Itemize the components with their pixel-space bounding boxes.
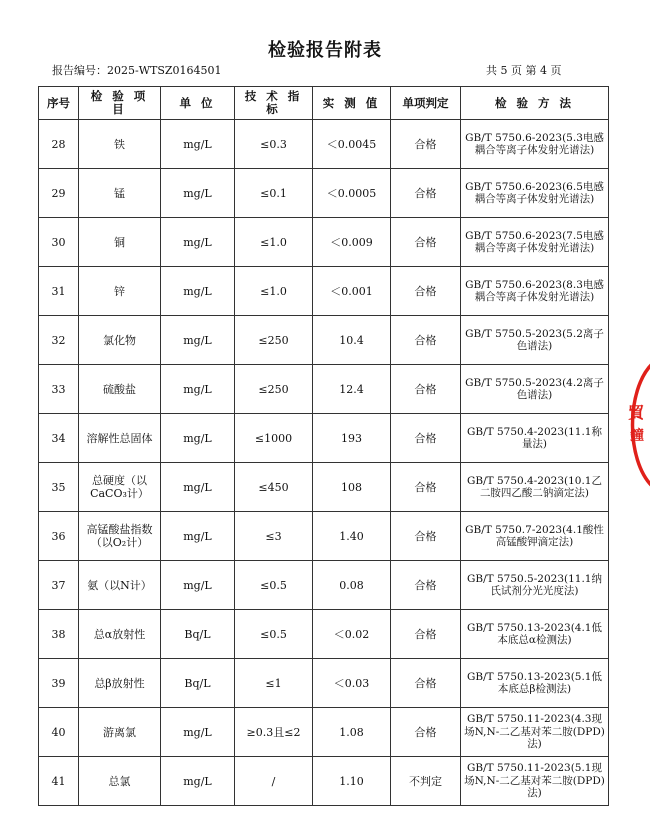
- cell-unit: Bq/L: [161, 610, 235, 659]
- cell-item: 铜: [79, 218, 161, 267]
- cell-unit: mg/L: [161, 267, 235, 316]
- cell-limit: ≤250: [235, 316, 313, 365]
- cell-item: 铁: [79, 120, 161, 169]
- cell-no: 34: [39, 414, 79, 463]
- cell-method: GB/T 5750.11-2023(5.1现场N,N-二乙基对苯二胺(DPD)法): [461, 757, 609, 806]
- cell-method: GB/T 5750.4-2023(10.1乙二胺四乙酸二钠滴定法): [461, 463, 609, 512]
- cell-verdict: 合格: [391, 561, 461, 610]
- header-limit: 技 术 指 标: [235, 87, 313, 120]
- table-row: [39, 757, 609, 806]
- cell-no: 31: [39, 267, 79, 316]
- cell-limit: ≤0.5: [235, 610, 313, 659]
- cell-verdict: 合格: [391, 169, 461, 218]
- table-row: [39, 218, 609, 267]
- cell-limit: ≥0.3且≤2: [235, 708, 313, 757]
- cell-verdict: 合格: [391, 316, 461, 365]
- cell-unit: mg/L: [161, 169, 235, 218]
- table-row: [39, 659, 609, 708]
- cell-item: 溶解性总固体: [79, 414, 161, 463]
- cell-limit: ≤0.5: [235, 561, 313, 610]
- cell-method: GB/T 5750.4-2023(11.1称量法): [461, 414, 609, 463]
- cell-no: 28: [39, 120, 79, 169]
- cell-verdict: 合格: [391, 512, 461, 561]
- table-body: [39, 120, 609, 806]
- report-number: 报告编号：2025-WTSZ0164501: [52, 64, 222, 77]
- cell-value: 10.4: [313, 316, 391, 365]
- cell-no: 32: [39, 316, 79, 365]
- page-info: 共 5 页 第 4 页: [486, 64, 562, 77]
- cell-unit: mg/L: [161, 561, 235, 610]
- page-title: 检验报告附表: [268, 40, 382, 61]
- cell-value: 1.40: [313, 512, 391, 561]
- table-row: [39, 610, 609, 659]
- cell-value: 193: [313, 414, 391, 463]
- cell-value: ＜0.0045: [313, 120, 391, 169]
- cell-unit: mg/L: [161, 316, 235, 365]
- cell-limit: ≤3: [235, 512, 313, 561]
- header-item: 检 验 项 目: [79, 87, 161, 120]
- table-row: [39, 316, 609, 365]
- cell-unit: mg/L: [161, 120, 235, 169]
- cell-value: ＜0.02: [313, 610, 391, 659]
- cell-method: GB/T 5750.13-2023(4.1低本底总α检测法): [461, 610, 609, 659]
- cell-method: GB/T 5750.6-2023(5.3电感耦合等离子体发射光谱法): [461, 120, 609, 169]
- cell-value: ＜0.0005: [313, 169, 391, 218]
- cell-method: GB/T 5750.5-2023(5.2离子色谱法): [461, 316, 609, 365]
- seal-glyph: 貿: [628, 403, 645, 422]
- table-row: [39, 120, 609, 169]
- cell-method: GB/T 5750.7-2023(4.1酸性高锰酸钾滴定法): [461, 512, 609, 561]
- seal-glyph: 鐘: [630, 428, 644, 444]
- cell-unit: Bq/L: [161, 659, 235, 708]
- cell-method: GB/T 5750.5-2023(4.2离子色谱法): [461, 365, 609, 414]
- cell-value: 1.08: [313, 708, 391, 757]
- cell-method: GB/T 5750.6-2023(6.5电感耦合等离子体发射光谱法): [461, 169, 609, 218]
- cell-item: 总氯: [79, 757, 161, 806]
- cell-verdict: 合格: [391, 708, 461, 757]
- cell-item: 总β放射性: [79, 659, 161, 708]
- cell-limit: ≤450: [235, 463, 313, 512]
- header-unit: 单 位: [161, 87, 235, 120]
- cell-method: GB/T 5750.13-2023(5.1低本底总β检测法): [461, 659, 609, 708]
- cell-no: 37: [39, 561, 79, 610]
- cell-value: 1.10: [313, 757, 391, 806]
- cell-verdict: 不判定: [391, 757, 461, 806]
- table-row: [39, 267, 609, 316]
- cell-item: 锰: [79, 169, 161, 218]
- cell-no: 39: [39, 659, 79, 708]
- cell-limit: /: [235, 757, 313, 806]
- cell-verdict: 合格: [391, 659, 461, 708]
- cell-no: 35: [39, 463, 79, 512]
- cell-item: 锌: [79, 267, 161, 316]
- cell-verdict: 合格: [391, 414, 461, 463]
- cell-item: 高锰酸盐指数（以O₂计）: [79, 512, 161, 561]
- cell-method: GB/T 5750.11-2023(4.3现场N,N-二乙基对苯二胺(DPD)法): [461, 708, 609, 757]
- cell-no: 29: [39, 169, 79, 218]
- results-table: [38, 86, 609, 806]
- cell-item: 硫酸盐: [79, 365, 161, 414]
- cell-value: 12.4: [313, 365, 391, 414]
- cell-verdict: 合格: [391, 218, 461, 267]
- cell-no: 40: [39, 708, 79, 757]
- header-verdict: 单项判定: [391, 87, 461, 120]
- header-method: 检 验 方 法: [461, 87, 609, 120]
- cell-item: 氯化物: [79, 316, 161, 365]
- cell-limit: ≤0.3: [235, 120, 313, 169]
- cell-item: 总硬度（以CaCO₃计）: [79, 463, 161, 512]
- table-header-row: [39, 87, 609, 120]
- cell-verdict: 合格: [391, 365, 461, 414]
- header-no: 序号: [39, 87, 79, 120]
- cell-limit: ≤1.0: [235, 218, 313, 267]
- cell-verdict: 合格: [391, 610, 461, 659]
- table-row: [39, 169, 609, 218]
- table-row: [39, 463, 609, 512]
- cell-item: 游离氯: [79, 708, 161, 757]
- cell-no: 33: [39, 365, 79, 414]
- cell-value: ＜0.03: [313, 659, 391, 708]
- cell-value: 0.08: [313, 561, 391, 610]
- cell-method: GB/T 5750.6-2023(8.3电感耦合等离子体发射光谱法): [461, 267, 609, 316]
- cell-limit: ≤0.1: [235, 169, 313, 218]
- cell-limit: ≤250: [235, 365, 313, 414]
- cell-unit: mg/L: [161, 463, 235, 512]
- table-row: [39, 561, 609, 610]
- cell-method: GB/T 5750.6-2023(7.5电感耦合等离子体发射光谱法): [461, 218, 609, 267]
- cell-limit: ≤1000: [235, 414, 313, 463]
- cell-value: 108: [313, 463, 391, 512]
- cell-no: 36: [39, 512, 79, 561]
- cell-unit: mg/L: [161, 365, 235, 414]
- cell-value: ＜0.009: [313, 218, 391, 267]
- table-row: [39, 708, 609, 757]
- cell-limit: ≤1.0: [235, 267, 313, 316]
- cell-no: 30: [39, 218, 79, 267]
- cell-unit: mg/L: [161, 708, 235, 757]
- cell-method: GB/T 5750.5-2023(11.1纳氏试剂分光光度法): [461, 561, 609, 610]
- cell-verdict: 合格: [391, 120, 461, 169]
- table-row: [39, 414, 609, 463]
- inspection-seal-stamp: [622, 360, 650, 490]
- table-row: [39, 512, 609, 561]
- cell-verdict: 合格: [391, 267, 461, 316]
- cell-unit: mg/L: [161, 757, 235, 806]
- header-value: 实 测 值: [313, 87, 391, 120]
- cell-verdict: 合格: [391, 463, 461, 512]
- cell-limit: ≤1: [235, 659, 313, 708]
- cell-no: 41: [39, 757, 79, 806]
- cell-unit: mg/L: [161, 218, 235, 267]
- cell-unit: mg/L: [161, 414, 235, 463]
- cell-no: 38: [39, 610, 79, 659]
- table-row: [39, 365, 609, 414]
- cell-item: 总α放射性: [79, 610, 161, 659]
- cell-item: 氨（以N计）: [79, 561, 161, 610]
- cell-unit: mg/L: [161, 512, 235, 561]
- cell-value: ＜0.001: [313, 267, 391, 316]
